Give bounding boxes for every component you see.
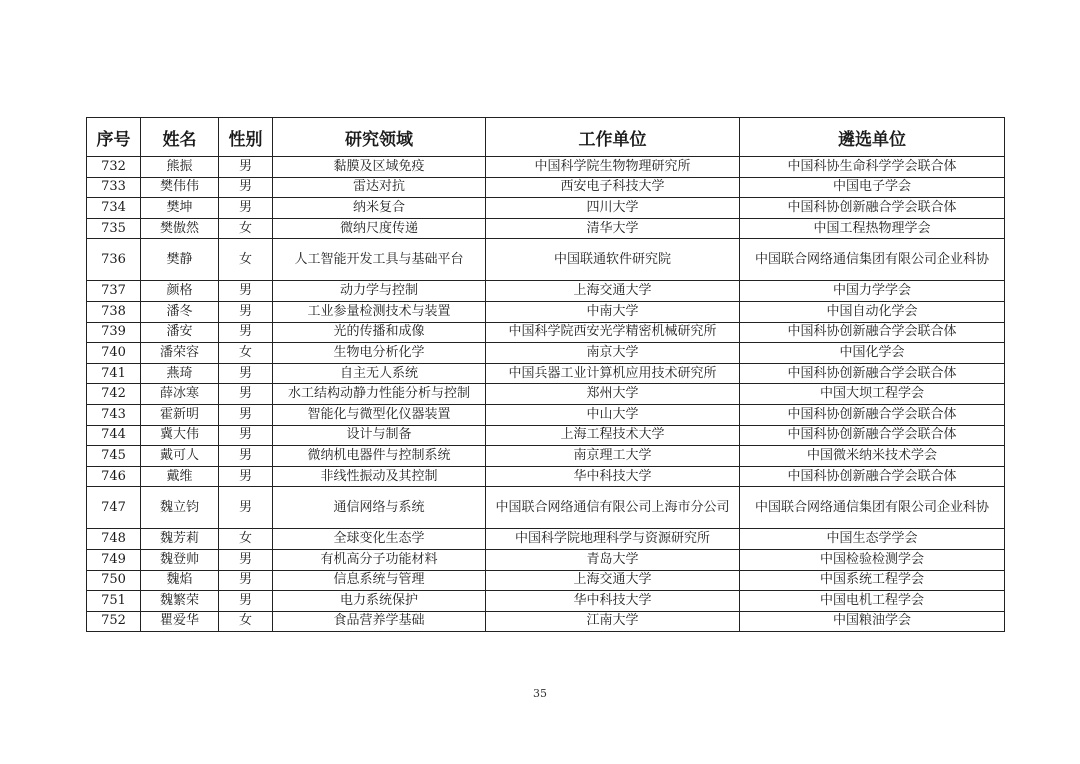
cell-selection-unit: 中国自动化学会 — [740, 301, 1005, 322]
cell-research-field: 人工智能开发工具与基础平台 — [273, 239, 486, 281]
cell-name: 魏芳莉 — [141, 529, 219, 550]
cell-serial: 740 — [87, 343, 141, 364]
cell-selection-unit: 中国科协创新融合学会联合体 — [740, 322, 1005, 343]
header-serial: 序号 — [87, 118, 141, 157]
table-row — [87, 301, 1005, 322]
cell-name: 潘安 — [141, 322, 219, 343]
cell-selection-unit: 中国科协创新融合学会联合体 — [740, 404, 1005, 425]
cell-work-unit: 南京大学 — [486, 343, 740, 364]
cell-gender: 男 — [219, 570, 273, 591]
cell-serial: 737 — [87, 281, 141, 302]
cell-name: 戴维 — [141, 466, 219, 487]
cell-work-unit: 华中科技大学 — [486, 466, 740, 487]
cell-name: 魏焰 — [141, 570, 219, 591]
cell-serial: 739 — [87, 322, 141, 343]
cell-serial: 743 — [87, 404, 141, 425]
cell-gender: 男 — [219, 549, 273, 570]
table-body — [87, 157, 1005, 632]
cell-research-field: 设计与制备 — [273, 425, 486, 446]
cell-research-field: 有机高分子功能材料 — [273, 549, 486, 570]
table-row — [87, 157, 1005, 178]
cell-work-unit: 郑州大学 — [486, 384, 740, 405]
cell-gender: 男 — [219, 446, 273, 467]
cell-work-unit: 西安电子科技大学 — [486, 177, 740, 198]
cell-gender: 女 — [219, 343, 273, 364]
cell-name: 燕琦 — [141, 363, 219, 384]
cell-work-unit: 上海交通大学 — [486, 281, 740, 302]
cell-work-unit: 中国兵器工业计算机应用技术研究所 — [486, 363, 740, 384]
cell-work-unit: 中山大学 — [486, 404, 740, 425]
cell-serial: 733 — [87, 177, 141, 198]
cell-gender: 女 — [219, 218, 273, 239]
cell-gender: 男 — [219, 322, 273, 343]
table-row — [87, 591, 1005, 612]
cell-name: 魏立钧 — [141, 487, 219, 529]
cell-serial: 745 — [87, 446, 141, 467]
personnel-table — [86, 117, 1005, 632]
table-row — [87, 198, 1005, 219]
cell-gender: 男 — [219, 404, 273, 425]
cell-name: 瞿爱华 — [141, 611, 219, 632]
cell-serial: 748 — [87, 529, 141, 550]
cell-selection-unit: 中国工程热物理学会 — [740, 218, 1005, 239]
cell-research-field: 全球变化生态学 — [273, 529, 486, 550]
cell-serial: 732 — [87, 157, 141, 178]
cell-research-field: 黏膜及区域免疫 — [273, 157, 486, 178]
header-selection-unit: 遴选单位 — [740, 118, 1005, 157]
cell-work-unit: 中国科学院西安光学精密机械研究所 — [486, 322, 740, 343]
cell-name: 薛冰寒 — [141, 384, 219, 405]
table-row — [87, 384, 1005, 405]
table-row — [87, 404, 1005, 425]
cell-name: 魏登帅 — [141, 549, 219, 570]
cell-research-field: 食品营养学基础 — [273, 611, 486, 632]
table-row — [87, 425, 1005, 446]
cell-research-field: 工业参量检测技术与装置 — [273, 301, 486, 322]
cell-selection-unit: 中国力学学会 — [740, 281, 1005, 302]
cell-work-unit: 中国联通软件研究院 — [486, 239, 740, 281]
cell-research-field: 通信网络与系统 — [273, 487, 486, 529]
cell-research-field: 非线性振动及其控制 — [273, 466, 486, 487]
cell-serial: 751 — [87, 591, 141, 612]
cell-serial: 749 — [87, 549, 141, 570]
cell-work-unit: 中南大学 — [486, 301, 740, 322]
cell-serial: 746 — [87, 466, 141, 487]
cell-work-unit: 南京理工大学 — [486, 446, 740, 467]
cell-work-unit: 上海交通大学 — [486, 570, 740, 591]
cell-research-field: 生物电分析化学 — [273, 343, 486, 364]
cell-serial: 752 — [87, 611, 141, 632]
cell-selection-unit: 中国电子学会 — [740, 177, 1005, 198]
cell-serial: 738 — [87, 301, 141, 322]
cell-name: 樊傲然 — [141, 218, 219, 239]
table-row — [87, 322, 1005, 343]
table-row — [87, 218, 1005, 239]
table-header — [87, 118, 1005, 157]
cell-research-field: 水工结构动静力性能分析与控制 — [273, 384, 486, 405]
cell-selection-unit: 中国粮油学会 — [740, 611, 1005, 632]
cell-work-unit: 清华大学 — [486, 218, 740, 239]
cell-gender: 男 — [219, 425, 273, 446]
cell-gender: 男 — [219, 466, 273, 487]
table-row — [87, 363, 1005, 384]
cell-research-field: 纳米复合 — [273, 198, 486, 219]
cell-name: 熊振 — [141, 157, 219, 178]
cell-serial: 736 — [87, 239, 141, 281]
cell-name: 樊伟伟 — [141, 177, 219, 198]
table-row — [87, 487, 1005, 529]
cell-selection-unit: 中国大坝工程学会 — [740, 384, 1005, 405]
cell-serial: 747 — [87, 487, 141, 529]
cell-serial: 741 — [87, 363, 141, 384]
cell-selection-unit: 中国生态学学会 — [740, 529, 1005, 550]
cell-selection-unit: 中国化学会 — [740, 343, 1005, 364]
cell-gender: 女 — [219, 239, 273, 281]
table-row — [87, 549, 1005, 570]
cell-serial: 742 — [87, 384, 141, 405]
cell-selection-unit: 中国微米纳米技术学会 — [740, 446, 1005, 467]
cell-selection-unit: 中国科协创新融合学会联合体 — [740, 363, 1005, 384]
cell-research-field: 动力学与控制 — [273, 281, 486, 302]
cell-serial: 734 — [87, 198, 141, 219]
cell-gender: 男 — [219, 591, 273, 612]
cell-work-unit: 中国科学院地理科学与资源研究所 — [486, 529, 740, 550]
table-row — [87, 446, 1005, 467]
table-row — [87, 281, 1005, 302]
cell-research-field: 电力系统保护 — [273, 591, 486, 612]
cell-selection-unit: 中国检验检测学会 — [740, 549, 1005, 570]
header-work-unit: 工作单位 — [486, 118, 740, 157]
personnel-table-container — [86, 117, 1004, 632]
cell-research-field: 雷达对抗 — [273, 177, 486, 198]
table-row — [87, 611, 1005, 632]
cell-work-unit: 上海工程技术大学 — [486, 425, 740, 446]
cell-name: 樊静 — [141, 239, 219, 281]
cell-work-unit: 华中科技大学 — [486, 591, 740, 612]
table-row — [87, 343, 1005, 364]
table-row — [87, 239, 1005, 281]
header-row — [87, 118, 1005, 157]
cell-name: 潘冬 — [141, 301, 219, 322]
table-row — [87, 177, 1005, 198]
cell-name: 潘荣容 — [141, 343, 219, 364]
cell-selection-unit: 中国科协创新融合学会联合体 — [740, 466, 1005, 487]
table-row — [87, 466, 1005, 487]
cell-name: 冀大伟 — [141, 425, 219, 446]
cell-work-unit: 江南大学 — [486, 611, 740, 632]
cell-name: 樊坤 — [141, 198, 219, 219]
cell-gender: 男 — [219, 157, 273, 178]
cell-gender: 男 — [219, 301, 273, 322]
cell-selection-unit: 中国联合网络通信集团有限公司企业科协 — [740, 487, 1005, 529]
cell-serial: 744 — [87, 425, 141, 446]
cell-gender: 男 — [219, 281, 273, 302]
cell-research-field: 自主无人系统 — [273, 363, 486, 384]
cell-name: 魏繁荣 — [141, 591, 219, 612]
cell-selection-unit: 中国科协创新融合学会联合体 — [740, 425, 1005, 446]
cell-selection-unit: 中国科协生命科学学会联合体 — [740, 157, 1005, 178]
cell-research-field: 微纳尺度传递 — [273, 218, 486, 239]
header-research-field: 研究领域 — [273, 118, 486, 157]
cell-serial: 735 — [87, 218, 141, 239]
cell-research-field: 信息系统与管理 — [273, 570, 486, 591]
table-row — [87, 529, 1005, 550]
cell-research-field: 微纳机电器件与控制系统 — [273, 446, 486, 467]
cell-work-unit: 四川大学 — [486, 198, 740, 219]
cell-gender: 女 — [219, 529, 273, 550]
page-number: 35 — [533, 687, 547, 700]
cell-research-field: 智能化与微型化仪器装置 — [273, 404, 486, 425]
cell-research-field: 光的传播和成像 — [273, 322, 486, 343]
cell-gender: 男 — [219, 198, 273, 219]
cell-name: 霍新明 — [141, 404, 219, 425]
cell-selection-unit: 中国电机工程学会 — [740, 591, 1005, 612]
cell-selection-unit: 中国系统工程学会 — [740, 570, 1005, 591]
cell-selection-unit: 中国联合网络通信集团有限公司企业科协 — [740, 239, 1005, 281]
cell-work-unit: 中国联合网络通信有限公司上海市分公司 — [486, 487, 740, 529]
cell-gender: 男 — [219, 177, 273, 198]
cell-work-unit: 中国科学院生物物理研究所 — [486, 157, 740, 178]
cell-gender: 男 — [219, 363, 273, 384]
header-name: 姓名 — [141, 118, 219, 157]
cell-gender: 男 — [219, 384, 273, 405]
cell-serial: 750 — [87, 570, 141, 591]
table-row — [87, 570, 1005, 591]
header-gender: 性别 — [219, 118, 273, 157]
cell-gender: 女 — [219, 611, 273, 632]
cell-name: 戴可人 — [141, 446, 219, 467]
cell-work-unit: 青岛大学 — [486, 549, 740, 570]
cell-name: 颜格 — [141, 281, 219, 302]
cell-gender: 男 — [219, 487, 273, 529]
cell-selection-unit: 中国科协创新融合学会联合体 — [740, 198, 1005, 219]
